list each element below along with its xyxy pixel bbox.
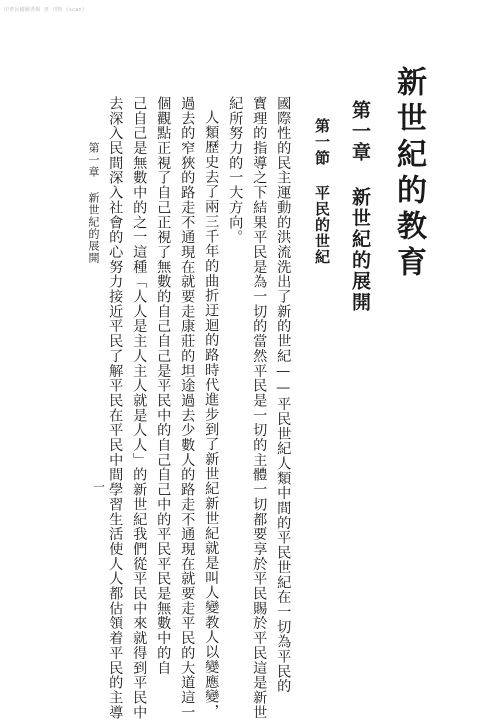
paragraph-2-line-4: 己自己是無數中的之一這種「人人是主人主人就是人人」的新世紀我們從平民中來就得到平民中 [131,96,148,720]
paragraph-2-line-3: 個觀點正視了自己正視了無數的自己自己是平民中的自己自己中的平民平民是無數中的自 [155,96,172,676]
scan-watermark: 中華民國圖書館 書 刊物 (scan) [4,7,85,13]
paragraph-1-line-3: 紀所努力的一大方向。 [227,96,244,245]
section-title: 平民的世紀 [313,185,331,265]
paragraph-2-line-2: 過去的窄狹的路走不通現在就要走康莊的坦途過去少數人的路走不通現在就要走平民的大道這一 [179,96,196,720]
running-head: 第一章 新世紀的展開 [87,142,100,264]
book-title: 新世紀的教育 [391,66,426,282]
paragraph-2-line-1: 人類歷史去了兩三千年的曲折迂迴的路時代進步到了新世紀新世紀就是叫人變教人以變應變， [203,110,220,719]
chapter-label: 第一章 [349,100,371,163]
chapter-heading [350,100,383,313]
section-label: 第一節 [313,118,331,166]
paragraph-2-line-5: 去深入民間深入社會的心努力接近平民了解平民在平民中間學習生活使人人都估領着平民的主導 [107,96,124,720]
chapter-title: 新世紀的展開 [349,187,371,313]
section-heading [314,118,339,265]
page-number: 一 [93,480,106,494]
paragraph-1-line-1: 國際性的民主運動的洪流洗出了新的世紀——平民世紀人類中間的平民世紀在一切為平民的 [275,96,292,694]
paragraph-1-line-2: 寳理的指導之下結果平民是為一切的當然平民是一切的主體一切都要享於平民賜於平民這是新世 [251,96,268,720]
